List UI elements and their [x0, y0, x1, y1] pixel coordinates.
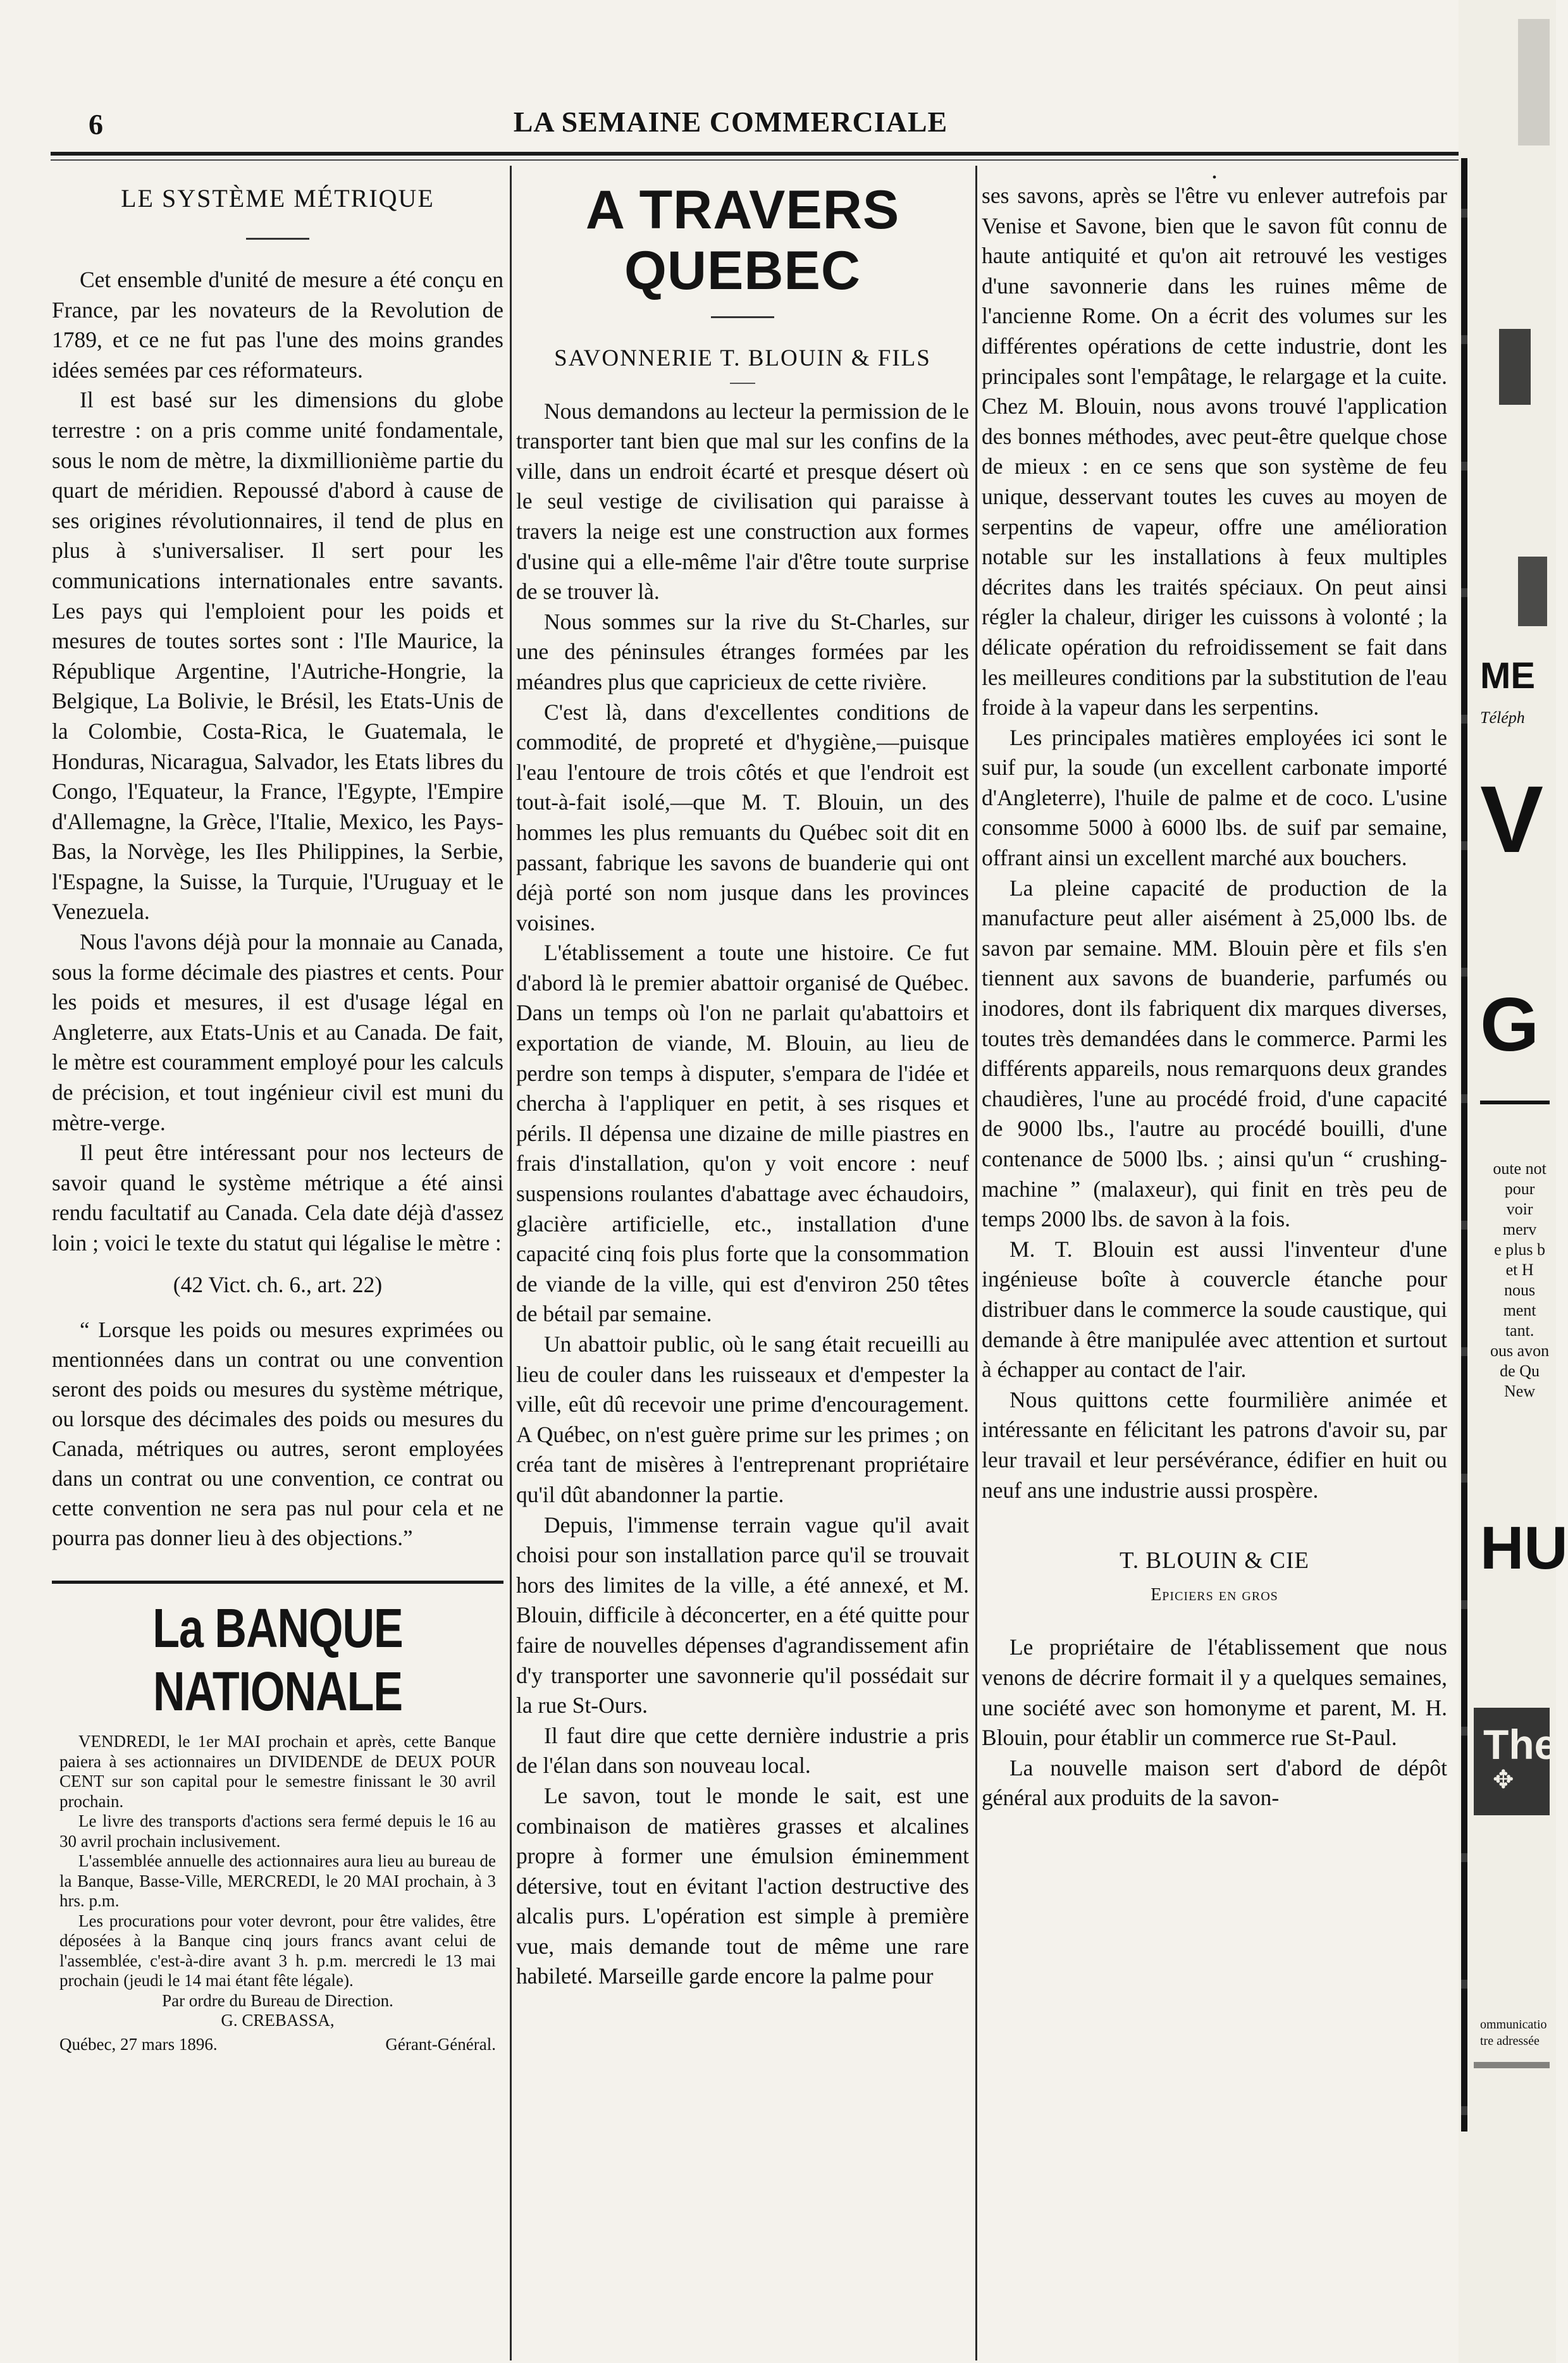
fragment-text-block [1490, 1159, 1549, 1402]
headline-a-travers-quebec: A TRAVERS QUEBEC [585, 180, 900, 301]
notice-paragraph: Le livre des transports d'actions sera fermé depuis le 16 au 30 avril prochain inclusivement. [59, 1811, 496, 1851]
fragment-telephone: Téléph [1480, 708, 1525, 727]
paragraph: La nouvelle maison sert d'abord de dépôt général aux produits de la savon- [982, 1755, 1447, 1811]
bank-notice [52, 1732, 503, 2054]
column-1 [52, 177, 503, 2054]
fragment-line: voir [1506, 1200, 1533, 1218]
bank-ad-title: La BANQUE NATIONALE [152, 1597, 403, 1722]
ink-smudge [1474, 2062, 1550, 2068]
column-2 [516, 177, 969, 1992]
header-rule-thin [51, 159, 1461, 161]
paragraph: Un abattoir public, où le sang était recueilli au lieu de couler dans les ruisseaux et d'empester la ville, eût dû recevoir une prime d'encouragement. A Québec, on n'est guère prime sur les primes ; on créa tant de misères à l'entreprenant propriétaire qu'il dût abandonner la partie. [516, 1331, 969, 1507]
paragraph: Nous demandons au lecteur la permission de le transporter tant bien que mal sur les confins de la ville, dans un endroit écarté et presque désert où le seul vestige de civilisation qui paraisse à travers la neige est une construction aux formes d'usine qui a elle-même l'air d'être toute surprise de se trouver là. [516, 398, 969, 605]
fragment-line: ous avon [1490, 1342, 1550, 1360]
fragment-line: merv [1502, 1220, 1537, 1238]
section-rule [52, 1581, 503, 1584]
paragraph: Le savon, tout le monde le sait, est une combinaison de matières grasses et alcalines propre à former une émulsion éminemment détersive, tout en évitant l'action destructive des alcalis purs. L'opération est simple à première vue, mais demande tout de même une rare habileté. Marseille garde encore la palme pour [516, 1782, 969, 1989]
paragraph: Nous l'avons déjà pour la monnaie au Canada, sous la forme décimale des piastres et cents. Pour les poids et mesures, il est d'usage légal en Angleterre, aux Etats-Unis et au Canada. De fait, le mètre est couramment employé pour les calculs de précision, et tout ingénieur civil est muni du mètre-verge. [52, 929, 503, 1135]
fragment-hu: HU [1480, 1514, 1568, 1582]
ink-smudge [1518, 19, 1550, 145]
fragment-line: nous [1504, 1281, 1536, 1299]
notice-paragraph: VENDREDI, le 1er MAI prochain et après, cette Banque paiera à ses actionnaires un DIVIDENDE de DEUX POUR CENT sur son capital pour le semestre finissant le 30 avril prochain. [59, 1732, 496, 1811]
notice-paragraph: L'assemblée annuelle des actionnaires aura lieu au bureau de la Banque, Basse-Ville, MERCREDI, le 20 MAI prochain, à 3 hrs. p.m. [59, 1851, 496, 1911]
notice-role: Gérant-Général. [385, 2034, 496, 2054]
header-rule [51, 152, 1461, 156]
article-title-metric-system: LE SYSTÈME MÉTRIQUE [121, 184, 435, 213]
column-divider-2 [975, 166, 977, 2360]
fragment-g: G [1480, 982, 1540, 1067]
paragraph: L'établissement a toute une histoire. Ce fut d'abord là le premier abattoir organisé de Québec. Dans un temps où l'on ne parlait qu'abattoirs et exportation de viande, M. Blouin, au lieu de perdre son temps à disputer, s'empara de l'idée et chercha à l'appliquer en petit, à ses risques et périls. Il dépensa une dizaine de mille piastres en frais d'installation, qu'on y voit encore : neuf suspensions roulantes d'abattage avec échaudoirs, glacière artificielle, etc., installation d'une capacité cinq fois plus forte que la consommation de viande de la ville, qui est d'environ 250 têtes de bétail par semaine. [516, 940, 969, 1327]
fragment-line: New [1504, 1382, 1536, 1400]
paragraph: Il peut être intéressant pour nos lecteurs de savoir quand le système métrique a été ainsi rendu facultatif au Canada. Cela date déjà d'assez loin ; voici le texte du statut qui légalise le mètre : [52, 1140, 503, 1256]
notice-paragraph: Les procurations pour voter devront, pour être valides, être déposées à la Banque cinq jours francs avant celui de l'assemblée, c'est-à-dire avant 3 h. p.m. mercredi le 13 mai prochain (jeudi le 14 mai étant fête légale). [59, 1911, 496, 1990]
fragment-bottom-1: ommunicatio [1480, 2018, 1547, 2032]
paragraph: Nous quittons cette fourmilière animée et intéressante en félicitant les patrons d'avoir su, par leur travail et leur persévérance, édifier en huit ou neuf ans une industrie aussi prospère. [982, 1386, 1447, 1503]
page-number: 6 [89, 108, 103, 140]
fragment-line: de Qu [1500, 1362, 1540, 1380]
fragment-the: The [1483, 1721, 1558, 1768]
page-edge-shadow [1461, 158, 1467, 2132]
column-divider-1 [510, 166, 512, 2360]
fragment-rule [1480, 1101, 1550, 1104]
ink-smudge [1499, 329, 1531, 405]
paragraph: La pleine capacité de production de la manufacture peut aller aisément à 25,000 lbs. de savon par semaine. MM. Blouin père et fils s'en tiennent aux savons de buanderie, parfumés ou inodores, dont ils fabriquent dix marques diverses, toutes très demandées dans le commerce. Parmi les différents appareils, nous remarquons deux grandes chaudières, l'une au procédé froid, d'une capacité de 9000 lbs., l'autre au procédé bouilli, d'une contenance de 5000 lbs. ; ainsi qu'un “ crushing-machine ” (malaxeur), qui finit en très peu de temps 2000 lbs. de savon à la fois. [982, 875, 1447, 1232]
title-rule [246, 238, 309, 240]
fragment-line: oute not [1493, 1159, 1546, 1178]
paragraph: Depuis, l'immense terrain vague qu'il avait choisi pour son installation parce qu'il se trouvait hors des limites de la ville, a été annexé, et M. Blouin, difficile à déconcerter, en a été quitte pour faire de nouvelles dépenses d'agrandissement afin d'y transporter une savonnerie qu'il possédait sur la rue St-Ours. [516, 1512, 969, 1718]
company-title: T. BLOUIN & CIE [1120, 1548, 1309, 1574]
fragment-line: ment [1503, 1301, 1536, 1319]
paragraph: Il faut dire que cette dernière industrie a pris de l'élan dans son nouveau local. [516, 1722, 969, 1779]
statute-quote: “ Lorsque les poids ou mesures exprimées ou mentionnées dans un contrat ou une convention seront des poids ou mesures du système métrique, ou lorsque des décimales des poids ou mesures du Canada, métriques ou autres, seront employées dans un contrat ou une convention, ce contrat ou cette convention ne sera pas nul pour cela et ne pourra pas donner lieu à des objections.” [52, 1317, 503, 1551]
paragraph: Nous sommes sur la rive du St-Charles, sur une des péninsules étranges formées par les méandres plus que capricieux de cette rivière. [516, 608, 969, 694]
subhead-savonnerie: SAVONNERIE T. BLOUIN & FILS [554, 345, 931, 371]
paragraph: ses savons, après se l'être vu enlever autrefois par Venise et Savone, bien que le savon fût connu de haute antiquité et qu'on ait retrouvé les vestiges d'une savonnerie dans les ruines même de l'ancienne Rome. On a écrit des volumes sur les différentes opérations de cette industrie, dont les principales sont l'empâtage, le relargage et la cuite. Chez M. Blouin, nous avons trouvé l'application des bonnes méthodes, avec peut-être quelque chose de mieux : en ce sens que son système de feu unique, desservant toutes les cuves au moyen de serpentins de vapeur, offre une amélioration notable sur les installations à feux multiples décrites dans les traités spéciaux. On peut ainsi régler la chaleur, diriger les cuissons à volonté ; la délicate opération du refroidissement se fait dans les meilleures conditions par la substitution de l'eau froide à la vapeur dans les serpentins. [982, 183, 1447, 720]
fragment-v: V [1480, 766, 1544, 872]
paragraph: Il est basé sur les dimensions du globe terrestre : on a pris comme unité fondamentale, sous le nom de mètre, la dixmillionième partie du quart de méridien. Repoussé d'abord à cause de ses origines révolutionnaires, il tend de plus en plus à s'universaliser. Il sert pour les communications internationales entre savants. Les pays qui l'emploient pour les poids et mesures de toutes sortes sont : l'Ile Maurice, la République Argentine, l'Autriche-Hongrie, la Belgique, La Bolivie, le Brésil, les Etats-Unis de la Colombie, Costa-Rica, le Guatemala, le Honduras, Nicaragua, Salvador, les Etats libres du Congo, l'Equateur, la France, l'Egypte, l'Empire d'Allemagne, la Grèce, l'Italie, Mexico, les Pays-Bas, la Norvège, les Iles Philippines, la Serbie, l'Espagne, la Suisse, la Turquie, l'Uruguay et le Venezuela. [52, 387, 503, 925]
fragment-line: tant. [1505, 1321, 1534, 1340]
paragraph: Les principales matières employées ici sont le suif pur, la soude (un excellent carbonate importé d'Angleterre), l'huile de palme et de coco. L'usine consomme 5000 à 6000 lbs. de suif par semaine, offrant ainsi un excellent marché aux bouchers. [982, 724, 1447, 871]
fragment-line: e plus b [1494, 1240, 1546, 1259]
running-title: LA SEMAINE COMMERCIALE [513, 106, 948, 138]
fragment-me: ME [1480, 655, 1535, 696]
statute-citation: (42 Vict. ch. 6., art. 22) [173, 1271, 383, 1297]
paragraph: M. T. Blouin est aussi l'inventeur d'une ingénieuse boîte à couvercle étanche pour distribuer dans le commerce la soude caustique, qui demande à être manipulée avec attention et surtout à échapper au contact de l'air. [982, 1236, 1447, 1383]
notice-place-date: Québec, 27 mars 1896. [59, 2034, 218, 2054]
fragment-bottom-2: tre adressée [1480, 2034, 1540, 2048]
fragment-ornament: ✥ [1493, 1765, 1514, 1794]
notice-signature-row [59, 2035, 496, 2055]
fragment-line: et H [1505, 1261, 1534, 1279]
paragraph: C'est là, dans d'excellentes conditions de commodité, de propreté et d'hygiène,—puisque l'eau l'entoure de trois côtés et que l'endroit est tout-à-fait isolé,—que M. T. Blouin, un des hommes les plus remuants du Québec soit dit en passant, fabrique les savons de buanderie qui ont déjà porté son nom jusque dans les provinces voisines. [516, 699, 969, 935]
paragraph: Le propriétaire de l'établissement que nous venons de décrire formait il y a quelques semaines, une société avec son homonyme et parent, M. H. Blouin, pour établir un commerce rue St-Paul. [982, 1634, 1447, 1751]
ornament-dot: • [1212, 171, 1217, 185]
notice-order: Par ordre du Bureau de Direction. [162, 1990, 393, 2010]
notice-signer: G. CREBASSA, [221, 2011, 335, 2030]
fragment-line: pour [1504, 1180, 1535, 1198]
column-3 [982, 171, 1447, 1813]
paragraph: Cet ensemble d'unité de mesure a été conçu en France, par les novateurs de la Revolution de 1789, et ce ne fut pas l'une des moins grandes idées semées par ces réformateurs. [52, 267, 503, 383]
company-subtitle: Epiciers en gros [1151, 1584, 1278, 1605]
subhead-rule [730, 383, 755, 384]
ink-smudge [1518, 557, 1547, 626]
headline-rule [711, 316, 774, 318]
